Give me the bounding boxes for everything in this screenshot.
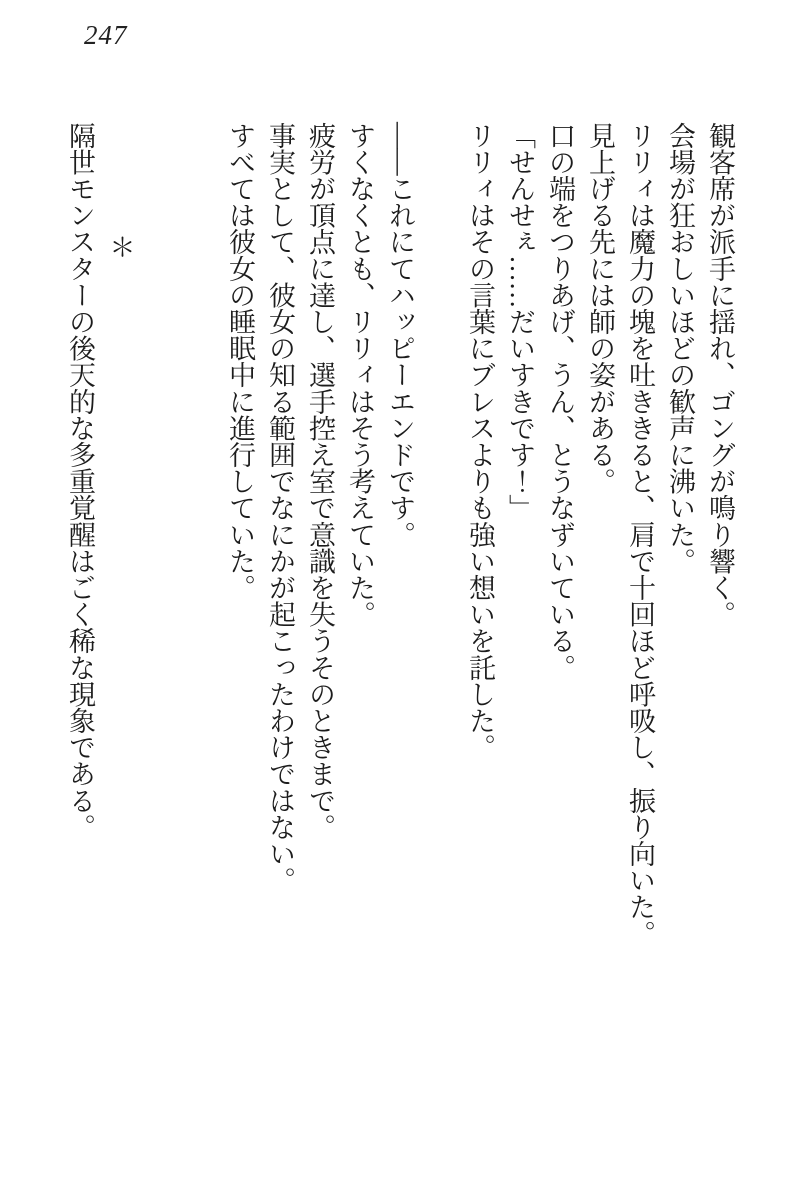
text-line: 会場が狂おしいほどの歓声に沸いた。 bbox=[665, 122, 695, 575]
text-line: 口の端をつりあげ、うん、とうなずいている。 bbox=[545, 122, 575, 681]
text-line: 隔世モンスターの後天的な多重覚醒はごく稀な現象である。 bbox=[65, 122, 95, 841]
blank-line bbox=[140, 122, 180, 1172]
blank-line bbox=[180, 122, 220, 1172]
text-line: 事実として、彼女の知る範囲でなにかが起こったわけではない。 bbox=[265, 122, 295, 894]
text-line: 疲労が頂点に達し、選手控え室で意識を失うそのときまで。 bbox=[305, 122, 335, 841]
section-separator: ＊ bbox=[106, 234, 135, 260]
vertical-text-block bbox=[60, 122, 740, 1172]
text-line: リリィは魔力の塊を吐ききると、肩で十回ほど呼吸し、振り向いた。 bbox=[625, 122, 655, 947]
text-line: 観客席が派手に揺れ、ゴングが鳴り響く。 bbox=[705, 122, 735, 628]
text-line: リリィはその言葉にブレスよりも強い想いを託した。 bbox=[465, 122, 495, 761]
blank-line bbox=[420, 122, 460, 1172]
page-number: 247 bbox=[84, 20, 128, 50]
text-line: すべては彼女の睡眠中に進行していた。 bbox=[225, 122, 255, 601]
text-line: 「せんせぇ……だいすきです！」 bbox=[505, 122, 535, 522]
text-line: ――これにてハッピーエンドです。 bbox=[385, 122, 415, 548]
text-line: 見上げる先には師の姿がある。 bbox=[585, 122, 615, 495]
text-line: すくなくとも、リリィはそう考えていた。 bbox=[345, 122, 375, 628]
